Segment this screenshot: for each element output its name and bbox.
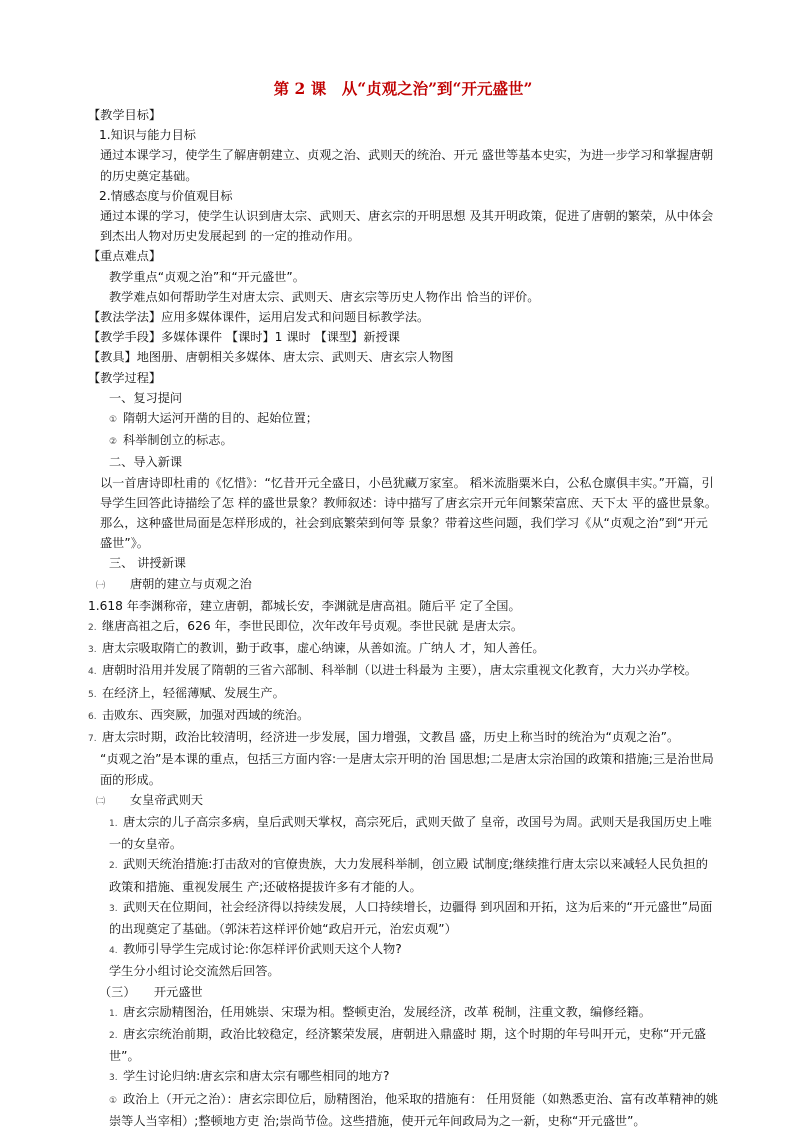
section-marker: ㈠	[96, 580, 106, 591]
document-page	[88, 78, 718, 1131]
paragraph-text: 唐玄宗励精图治，任用姚崇、宋璟为相。整顿吏治，发展经济，改革 税制，注重文教，编修经籍。	[123, 1004, 651, 1019]
list-marker: ①	[109, 1095, 118, 1106]
list-marker: 1.	[109, 818, 118, 829]
lesson-title: 第 2 课 从“贞观之治”到“开元盛世”	[273, 79, 533, 98]
paragraph-text: 学生分小组讨论交流然后回答。	[109, 964, 280, 979]
paragraph-text: 【教具】地图册、唐朝相关多媒体、唐太宗、武则天、唐玄宗人物图	[88, 350, 454, 365]
paragraph-text: 政治上（开元之治）：唐玄宗即位后，励精图治，他采取的措施有： 任用贤能（如熟悉吏治、富有改革精神的姚崇等人当宰相）;整顿地方吏 治;崇尚节俭。这些措施，使开元年间政局为之一新，史称“开元盛世”。	[109, 1091, 718, 1128]
paragraph-line	[88, 1002, 718, 1024]
list-marker: 1.	[109, 1008, 118, 1019]
paragraph-text: 【重点难点】	[88, 249, 162, 264]
paragraph-text: 继唐高祖之后，626 年，李世民即位，次年改年号贞观。李世民就 是唐太宗。	[102, 619, 524, 634]
list-marker: 2.	[88, 623, 97, 634]
paragraph-text: 一、复习提问	[109, 390, 183, 405]
paragraph-line	[88, 206, 718, 246]
paragraph-text: “贞观之治”是本课的重点，包括三方面内容:一是唐太宗开明的治 国思想;二是唐太宗治国的政策和措施;三是治世局面的形成。	[100, 752, 714, 787]
paragraph-text: 通过本课的学习，使学生认识到唐太宗、武则天、唐玄宗的开明思想 及其开明政策，促进了唐朝的繁荣，从中体会到杰出人物对历史发展起到 的一定的推动作用。	[100, 209, 714, 244]
paragraph-text: 【教学手段】多媒体课件 【课时】1 课时 【课型】新授课	[88, 330, 400, 345]
paragraph-line	[88, 1066, 718, 1088]
paragraph-text: 学生讨论归纳:唐玄宗和唐太宗有哪些相同的地方?	[123, 1069, 390, 1084]
list-marker: 6.	[88, 711, 97, 722]
paragraph-text: 以一首唐诗即杜甫的《忆惜》：“忆昔开元全盛日，小邑犹藏万家室。 稻米流脂粟米白，公私仓廪俱丰实。”开篇，引导学生回答此诗描绘了怎 样的盛世景象？教师叙述：诗中描写了唐玄宗开元年间繁荣富庶、天下太 平的盛世景象。那么，这种盛世局面是怎样形成的，社会到底繁荣到何等 景象？带着这些问题，我们学习《从“贞观之治”到“开元盛世”》。	[100, 475, 718, 551]
paragraph-text: 唐太宗的儿子高宗多病，皇后武则天掌权，高宗死后，武则天做了 皇帝，改国号为周。武则天是我国历史上唯一的女皇帝。	[109, 814, 712, 852]
paragraph-line	[88, 596, 718, 616]
paragraph-text: 【教法学法】应用多媒体课件，运用启发式和问题目标教学法。	[88, 310, 430, 325]
paragraph-text: 教学重点“贞观之治”和“开元盛世”。	[109, 269, 305, 284]
list-marker: 4.	[109, 946, 118, 957]
paragraph-text: 1.618 年李渊称帝，建立唐朝，都城长安，李渊就是唐高祖。随后平 定了全国。	[88, 598, 521, 613]
list-marker: 3.	[109, 1073, 118, 1084]
paragraph-text: 唐玄宗统治前期，政治比较稳定，经济繁荣发展，唐朝进入鼎盛时 期，这个时期的年号叫开元，史称“开元盛世”。	[109, 1026, 706, 1064]
paragraph-text: 武则天在位期间，社会经济得以持续发展，人口持续增长，边疆得 到巩固和开拓，这为后来的“开元盛世”局面的出现奠定了基础。（郭沫若这样评价她“政启开元，治宏贞观”）	[109, 899, 713, 936]
paragraph-line	[88, 452, 718, 472]
paragraph-line	[88, 812, 718, 854]
paragraph-text: 在经济上，轻徭薄赋、发展生产。	[102, 685, 285, 700]
list-marker: 4.	[88, 667, 97, 678]
paragraph-line	[88, 267, 718, 287]
paragraph-text: 【教学目标】	[88, 108, 162, 122]
paragraph-line	[88, 683, 718, 705]
paragraph-line	[88, 616, 718, 638]
list-marker: ②	[109, 437, 118, 448]
paragraph-text: 教学难点如何帮助学生对唐太宗、武则天、唐玄宗等历史人物作出 恰当的评价。	[109, 289, 540, 304]
paragraph-text: 唐太宗吸取隋亡的教训，勤于政事，虚心纳谏，从善如流。广纳人 才，知人善任。	[102, 641, 545, 656]
paragraph-line	[88, 105, 718, 125]
paragraph-line	[88, 574, 718, 596]
paragraph-text: （三） 开元盛世	[99, 984, 203, 999]
list-marker: 2.	[109, 861, 118, 872]
paragraph-line	[88, 897, 718, 939]
paragraph-line	[88, 553, 718, 573]
paragraph-line	[88, 705, 718, 727]
paragraph-line	[88, 145, 718, 185]
paragraph-line	[88, 246, 718, 266]
section-marker: ㈡	[96, 796, 106, 807]
paragraph-line	[88, 125, 718, 145]
paragraph-line	[88, 473, 718, 554]
paragraph-text: 【教学过程】	[88, 370, 162, 385]
list-marker: 3.	[88, 645, 97, 656]
document-body	[88, 105, 718, 1131]
paragraph-line	[88, 408, 718, 430]
paragraph-line	[88, 982, 718, 1002]
paragraph-text: 1.知识与能力目标	[99, 128, 196, 143]
list-marker: 7.	[88, 734, 97, 745]
paragraph-text: 唐太宗时期，政治比较清明，经济进一步发展，国力增强，文教昌 盛，历史上称当时的统治为“贞观之治”。	[102, 730, 680, 745]
paragraph-line	[88, 790, 718, 812]
paragraph-line	[88, 638, 718, 660]
paragraph-line	[88, 1089, 718, 1131]
paragraph-text: 三、 讲授新课	[109, 556, 186, 571]
list-marker: ①	[109, 415, 118, 426]
paragraph-text: 唐朝时沿用并发展了隋朝的三省六部制、科举制（以进士科最为 主要），唐太宗重视文化教育，大力兴办学校。	[102, 663, 697, 678]
paragraph-text: 武则天统治措施:打击敌对的官僚贵族，大力发展科举制，创立殿 试制度;继续推行唐太宗以来减轻人民负担的政策和措施、重视发展生 产;还破格提拔许多有才能的人。	[109, 857, 708, 894]
paragraph-text: 科举制创立的标志。	[123, 433, 233, 448]
paragraph-line	[88, 854, 718, 896]
paragraph-text: 教师引导学生完成讨论:你怎样评价武则天这个人物?	[123, 942, 402, 957]
paragraph-line	[88, 347, 718, 367]
paragraph-line	[88, 749, 718, 789]
list-marker: 2.	[109, 1030, 118, 1041]
paragraph-line	[88, 727, 718, 749]
paragraph-line	[88, 961, 718, 981]
paragraph-text: 2.情感态度与价值观目标	[99, 188, 233, 203]
paragraph-line	[88, 660, 718, 682]
paragraph-text: 击败东、西突厥，加强对西域的统治。	[102, 707, 310, 722]
paragraph-line	[88, 186, 718, 206]
paragraph-line	[88, 430, 718, 452]
paragraph-line	[88, 307, 718, 327]
paragraph-line	[88, 327, 718, 347]
paragraph-text: 女皇帝武则天	[130, 792, 204, 807]
paragraph-line	[88, 287, 718, 307]
paragraph-text: 隋朝大运河开凿的目的、起始位置；	[123, 411, 318, 426]
paragraph-text: 唐朝的建立与贞观之治	[130, 576, 252, 591]
paragraph-line	[88, 368, 718, 388]
paragraph-line	[88, 388, 718, 408]
list-marker: 3.	[109, 903, 118, 914]
paragraph-line	[88, 939, 718, 961]
paragraph-line	[88, 1024, 718, 1066]
paragraph-text: 通过本课学习，使学生了解唐朝建立、贞观之治、武则天的统治、开元 盛世等基本史实，为进一步学习和掌握唐朝的历史奠定基础。	[100, 148, 714, 183]
paragraph-text: 二、导入新课	[109, 455, 183, 470]
list-marker: 5.	[88, 689, 97, 700]
